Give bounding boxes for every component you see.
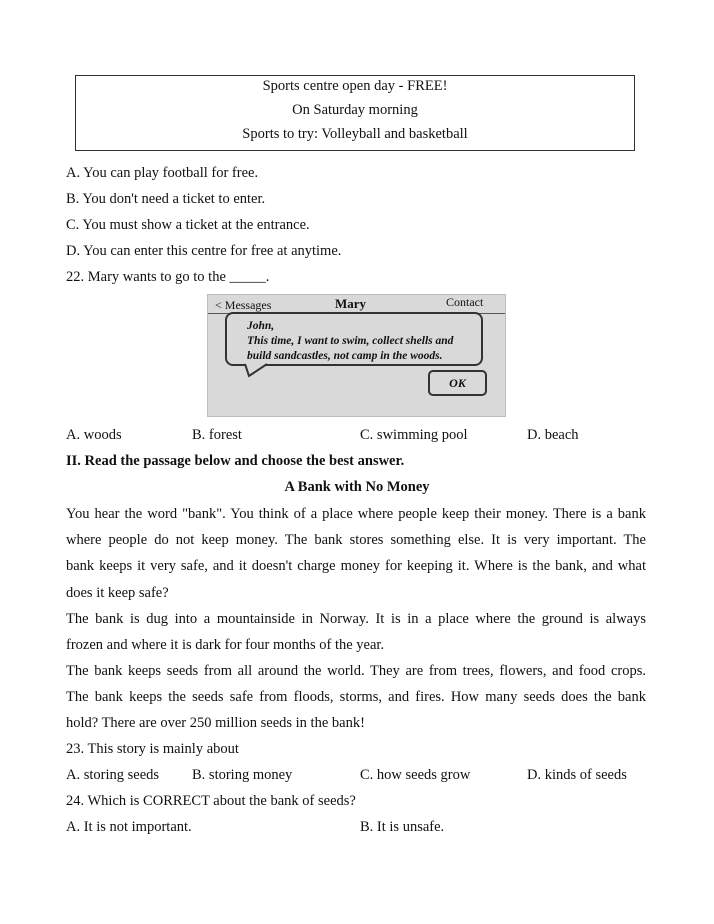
notice-line-3: Sports to try: Volleyball and basketball — [242, 126, 468, 142]
q22-option-b: B. forest — [192, 427, 242, 443]
message-line-1: John, — [247, 320, 275, 332]
contact-link: Contact — [446, 295, 484, 309]
notice-line-1: Sports centre open day - FREE! — [262, 78, 448, 94]
section-heading: II. Read the passage below and choose the best answer. — [66, 453, 405, 469]
q21-option-c: C. You must show a ticket at the entrance. — [66, 217, 310, 233]
q21-option-b: B. You don't need a ticket to enter. — [66, 191, 266, 207]
paragraph-2 — [66, 606, 646, 658]
q22-option-a: A. woods — [66, 427, 122, 443]
bubble-tail-icon — [243, 362, 273, 378]
paragraph-3-line: The bank keeps seeds from all around the world. They are from trees, flowers, and food crops. — [66, 663, 646, 679]
paragraph-2-line: frozen and where it is dark for four months of the year. — [66, 637, 385, 654]
paragraph-3 — [66, 658, 646, 737]
q23-question: 23. This story is mainly about — [66, 741, 239, 757]
contact-name: Mary — [335, 296, 367, 311]
paragraph-1-line: bank keeps it very safe, and it doesn't charge money for keeping it. Where is the bank, and what — [66, 558, 646, 575]
paragraph-1-line: You hear the word "bank". You think of a place where people keep their money. There is a bank — [66, 506, 646, 522]
q22-option-c: C. swimming pool — [360, 427, 468, 443]
notice-box — [75, 75, 635, 151]
q22-option-d: D. beach — [527, 427, 579, 443]
q24-option-a: A. It is not important. — [66, 819, 192, 835]
q23-option-d: D. kinds of seeds — [527, 767, 627, 783]
message-ok-button: OK — [428, 370, 487, 396]
message-line-3: build sandcastles, not camp in the woods. — [247, 350, 443, 362]
q24-option-b: B. It is unsafe. — [360, 819, 445, 835]
paragraph-1-line: does it keep safe? — [66, 584, 169, 601]
message-screenshot — [207, 294, 506, 417]
q21-option-a: A. You can play football for free. — [66, 165, 259, 181]
passage-title: A Bank with No Money — [284, 479, 430, 495]
q22-question: 22. Mary wants to go to the _____. — [66, 269, 270, 285]
q24-question: 24. Which is CORRECT about the bank of seeds? — [66, 793, 356, 809]
paragraph-1-line: where people do not keep money. The bank stores something else. It is very important. The — [66, 532, 646, 549]
message-bubble — [225, 312, 483, 366]
notice-line-2: On Saturday morning — [292, 102, 418, 118]
paragraph-3-line: hold? There are over 250 million seeds in the bank! — [66, 715, 365, 732]
messages-back-link: < Messages — [215, 298, 272, 312]
q23-option-a: A. storing seeds — [66, 767, 160, 783]
paragraph-2-line: The bank is dug into a mountainside in Norway. It is in a place where the ground is always — [66, 611, 646, 627]
message-line-2: This time, I want to swim, collect shells and — [247, 335, 454, 347]
q23-option-c: C. how seeds grow — [360, 767, 471, 783]
paragraph-3-line: The bank keeps the seeds safe from floods, storms, and fires. How many seeds does the bank — [66, 689, 646, 706]
q21-option-d: D. You can enter this centre for free at anytime. — [66, 243, 342, 259]
q23-option-b: B. storing money — [192, 767, 293, 783]
paragraph-1 — [66, 501, 646, 606]
